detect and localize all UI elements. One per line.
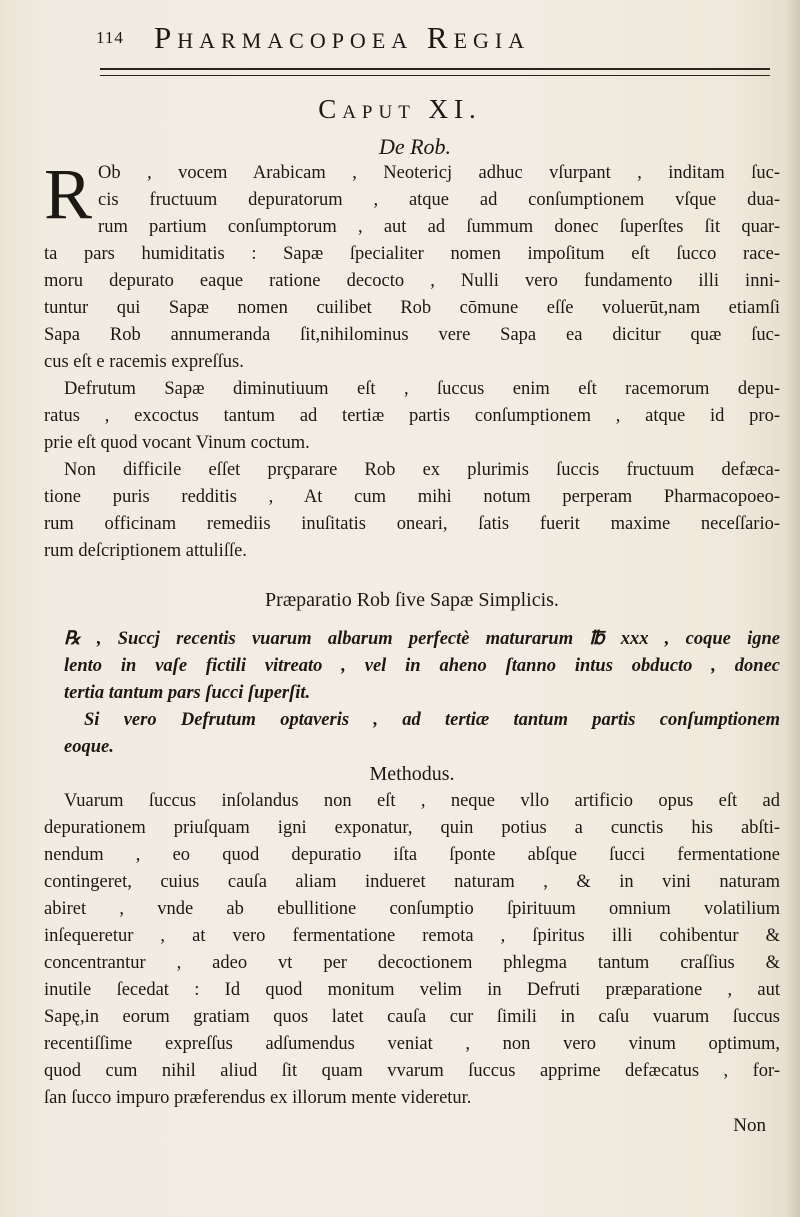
page-header	[96, 20, 760, 66]
text-line: contingeret, cuius cauſa aliam indueret naturam , & in vini naturam	[44, 872, 780, 892]
recipe-paragraph	[44, 626, 780, 707]
text-line: rum deſcriptionem attuliſſe.	[44, 541, 247, 561]
text-line: Ob , vocem Arabicam , Neotericj adhuc vſurpant , inditam ſuc-	[98, 163, 780, 183]
text-line: moru depurato eaque ratione decocto , Nulli vero fundamento illi inni-	[44, 271, 780, 291]
text-line: rum officinam remediis inuſitatis oneari, ſatis fuerit maxime neceſſario-	[44, 514, 780, 534]
text-line: prie eſt quod vocant Vinum coctum.	[44, 433, 310, 453]
text-line: inſequeretur , at vero fermentatione remota , ſpiritus illi cohibentur &	[44, 926, 780, 946]
text-line: abiret , vnde ab ebullitione conſumptio ſpirituum omnium volatilium	[44, 899, 780, 919]
defrutum-paragraph	[44, 376, 780, 457]
text-line: recentiſſime expreſſus adſumendus veniat , non vero vinum optimum,	[44, 1034, 780, 1054]
text-line: Sapę,in eorum gratiam quos latet cauſa cur ſimili in caſu vuarum ſuccus	[44, 1007, 780, 1027]
rob-paragraph	[44, 457, 780, 565]
text-line: Non difficile eſſet prçparare Rob ex plurimis ſuccis fructuum defæca-	[64, 460, 780, 480]
text-line: ratus , excoctus tantum ad tertiæ partis conſumptionem , atque id pro-	[44, 406, 780, 426]
text-line: cus eſt e racemis expreſſus.	[44, 352, 244, 372]
recipe-line: tertia tantum pars ſucci ſuperſit.	[64, 683, 311, 703]
drop-cap: R	[44, 154, 93, 234]
text-line: concentrantur , adeo vt per decoctionem phlegma tantum craſſius &	[44, 953, 780, 973]
spacer	[44, 565, 780, 587]
text-line: depurationem priuſquam igni exponatur, quin potius a cunctis his abſti-	[44, 818, 780, 838]
text-line: ta pars humiditatis : Sapæ ſpecialiter nomen impoſitum eſt ſucco race-	[44, 244, 780, 264]
variant-paragraph	[44, 707, 780, 761]
text-line: tuntur qui Sapæ nomen cuilibet Rob cōmune eſſe voluerūt,nam etiamſi	[44, 298, 780, 318]
preparation-heading: Præparatio Rob ſive Sapæ Simplicis.	[265, 589, 559, 611]
text-line: tione puris redditis , At cum mihi notum perperam Pharmacopoeo-	[44, 487, 780, 507]
page-edge-shadow	[786, 0, 800, 1217]
text-line: inutile ſecedat : Id quod monitum velim in Defruti præparatione , aut	[44, 980, 780, 1000]
spacer	[44, 614, 780, 626]
text-line: quod cum nihil aliud ſit quam vvarum ſuccus apprime defæcatus , for-	[44, 1061, 780, 1081]
recipe-line: ℞ , Succj recentis vuarum albarum perfectè maturarum ℔ xxx , coque igne	[64, 629, 780, 649]
recipe-line: eoque.	[64, 737, 114, 757]
text-line: rum partium conſumptorum , aut ad ſummum donec ſuperſtes ſit quar-	[98, 217, 780, 237]
intro-paragraph	[44, 154, 780, 376]
chapter-subtitle: De Rob.	[378, 134, 452, 159]
text-line: nendum , eo quod depuratio iſta ſponte abſque ſucci fermentatione	[44, 845, 780, 865]
text-body	[44, 154, 780, 1139]
method-heading: Methodus.	[369, 763, 455, 785]
text-line: cis fructuum depuratorum , atque ad conſumptionem vſque dua-	[98, 190, 780, 210]
text-line: Vuarum ſuccus inſolandus non eſt , neque vllo artificio opus eſt ad	[64, 791, 780, 811]
header-rule	[100, 68, 770, 76]
page-number: 114	[96, 28, 124, 47]
text-line: Sapa Rob annumeranda ſit,nihilominus vere Sapa ea dicitur quæ ſuc-	[44, 325, 780, 345]
chapter-title: Caput XI.	[318, 94, 482, 124]
text-line: Defrutum Sapæ diminutiuum eſt , ſuccus enim eſt racemorum depu-	[64, 379, 780, 399]
recipe-line: Si vero Defrutum optaveris , ad tertiæ tantum partis conſumptionem	[84, 710, 780, 730]
running-head: Pharmacopoea Regia	[154, 20, 531, 55]
method-paragraph	[44, 788, 780, 1112]
catchword: Non	[733, 1115, 766, 1136]
text-line: ſan ſucco impuro præferendus ex illorum mente videretur.	[44, 1088, 472, 1108]
recipe-line: lento in vaſe fictili vitreato , vel in aheno ſtanno intus obducto , donec	[64, 656, 780, 676]
